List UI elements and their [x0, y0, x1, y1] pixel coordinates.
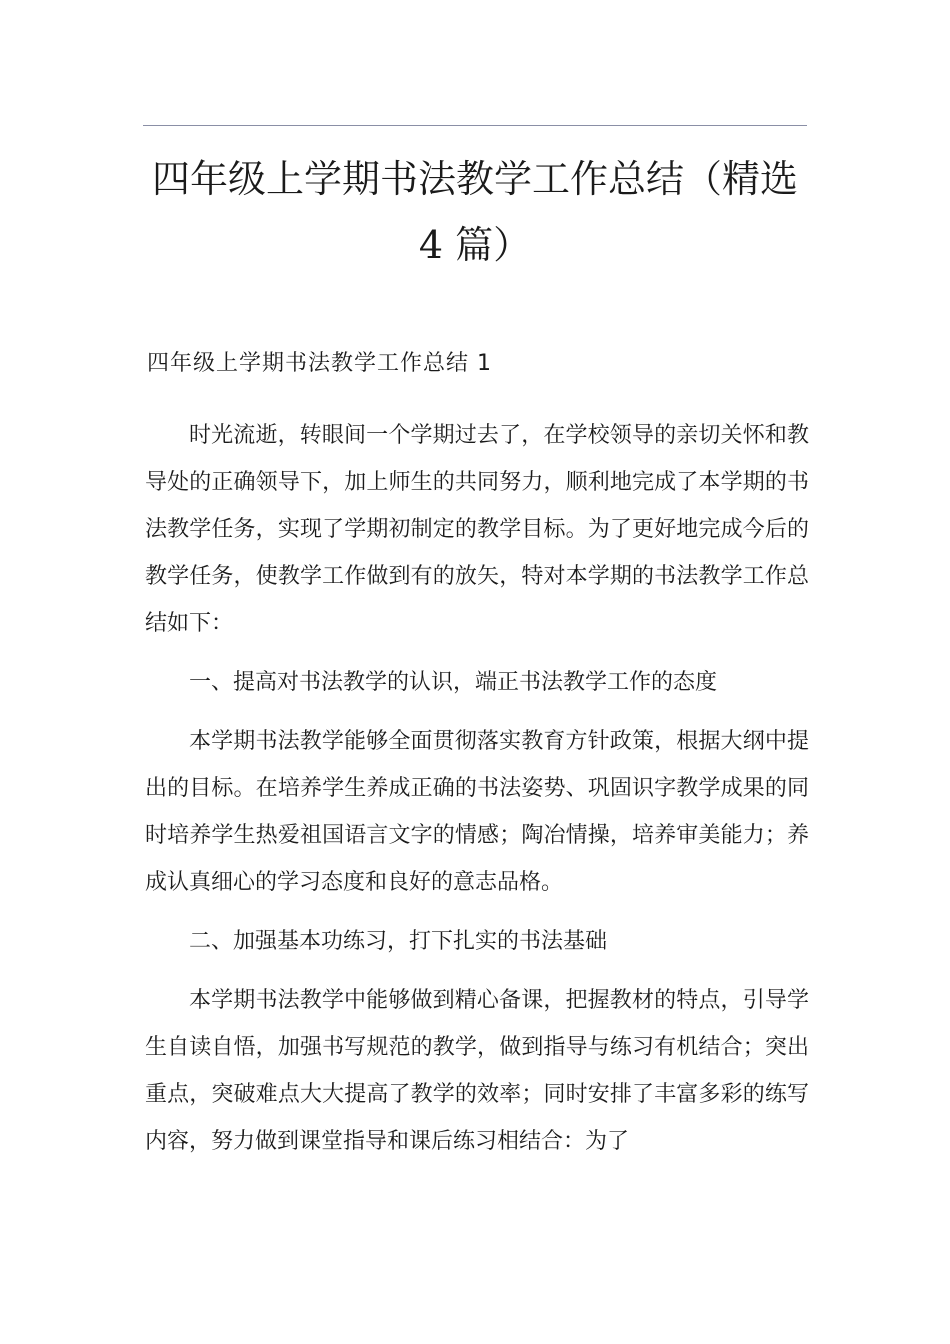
document-body — [145, 412, 809, 1165]
paragraph: 本学期书法教学能够全面贯彻落实教育方针政策，根据大纲中提出的目标。在培养学生养成正确的书法姿势、巩固识字教学成果的同时培养学生热爱祖国语言文字的情感；陶冶情操，培养审美能力；养成认真细心的学习态度和良好的意志品格。 — [145, 729, 809, 895]
section-heading: 四年级上学期书法教学工作总结 1 — [147, 351, 492, 376]
paragraph: 本学期书法教学中能够做到精心备课，把握教材的特点，引导学生自读自悟，加强书写规范的教学，做到指导与练习有机结合；突出重点，突破难点大大提高了教学的效率；同时安排了丰富多彩的练写内容，努力做到课堂指导和课后练习相结合：为了 — [145, 988, 809, 1154]
paragraph: 时光流逝，转眼间一个学期过去了，在学校领导的亲切关怀和教导处的正确领导下，加上师生的共同努力，顺利地完成了本学期的书法教学任务，实现了学期初制定的教学目标。为了更好地完成今后的教学任务，使教学工作做到有的放矢，特对本学期的书法教学工作总结如下： — [145, 423, 809, 636]
subsection-heading: 二、加强基本功练习，打下扎实的书法基础 — [189, 929, 608, 954]
header-divider — [143, 125, 807, 126]
document-title: 四年级上学期书法教学工作总结（精选 4 篇） — [151, 157, 798, 267]
subsection-heading: 一、提高对书法教学的认识，端正书法教学工作的态度 — [189, 670, 718, 695]
